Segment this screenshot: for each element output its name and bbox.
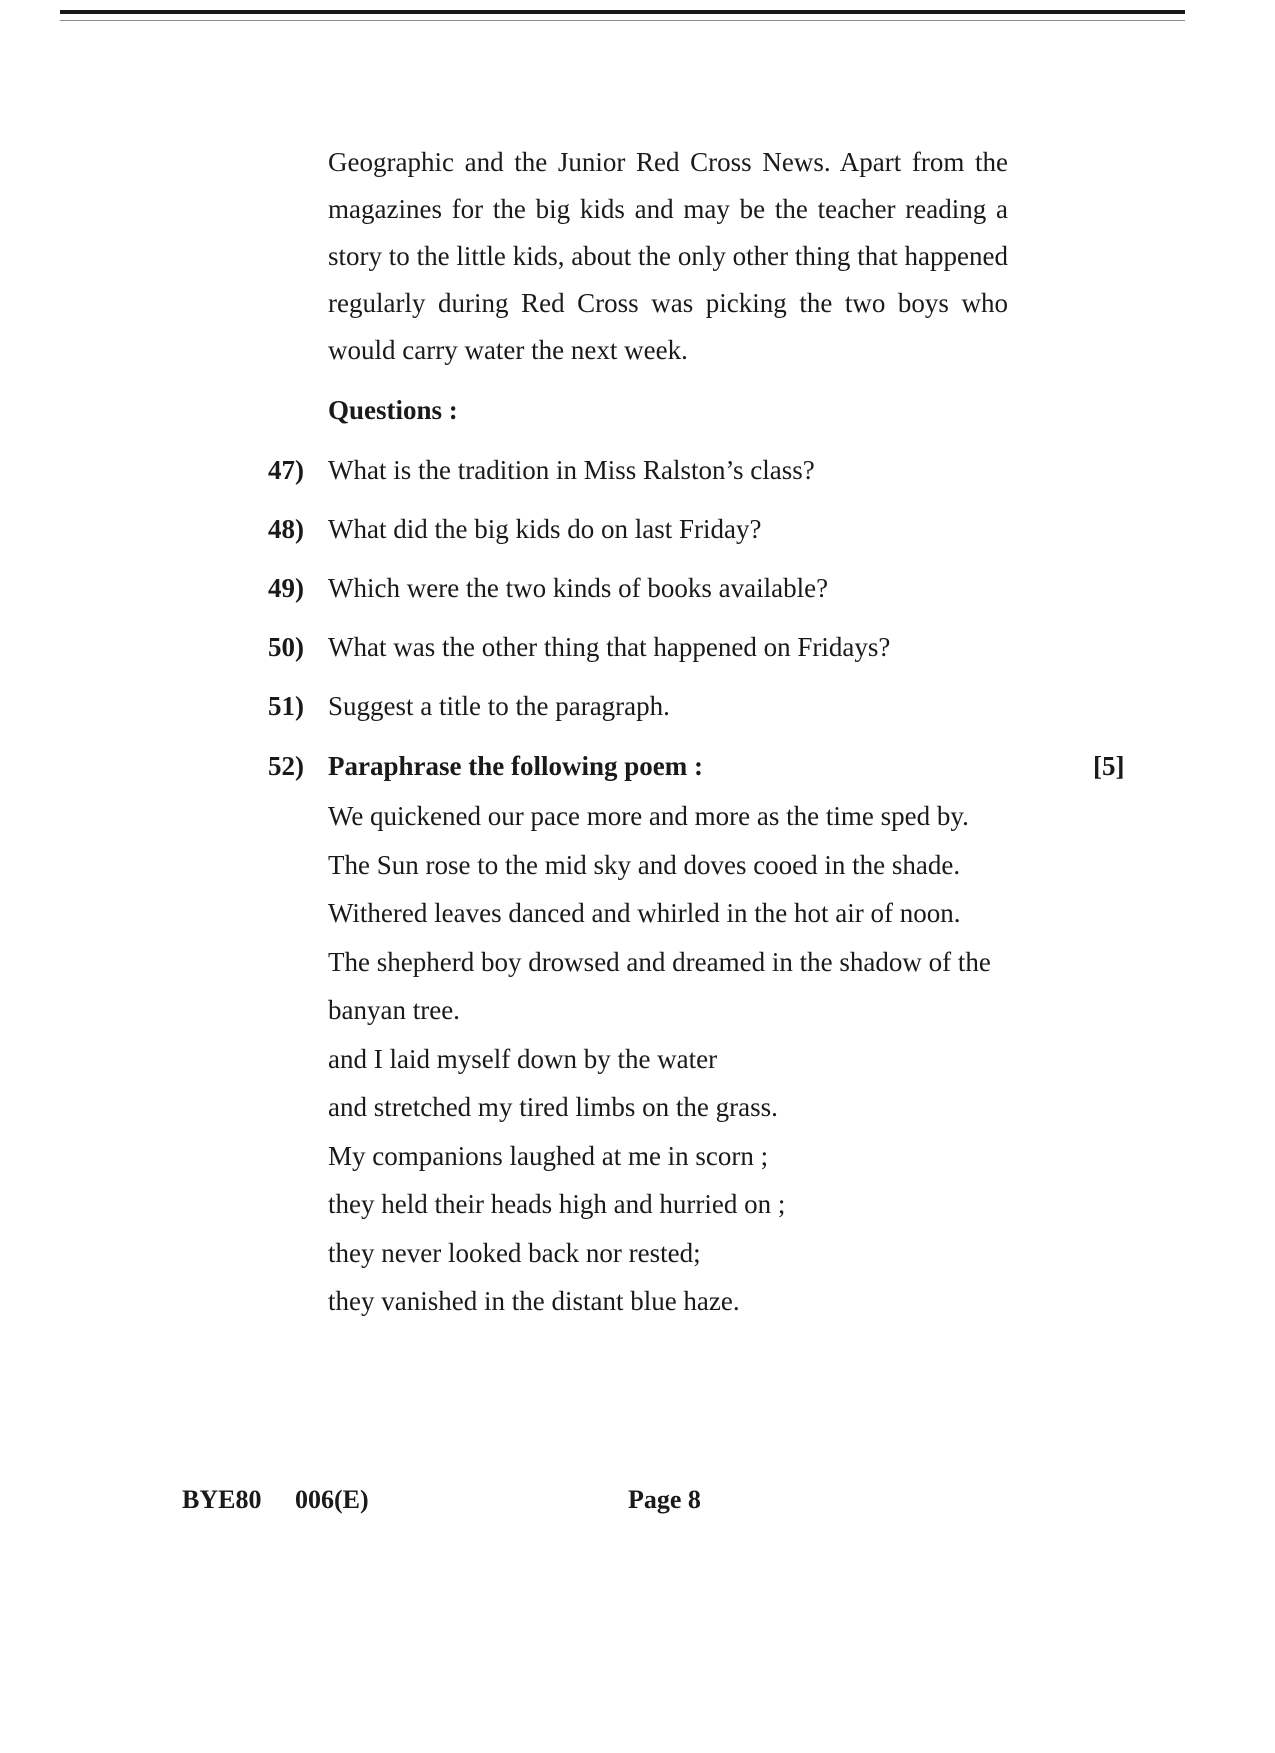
footer-set-code: 006(E) (295, 1485, 369, 1514)
poem-line: they held their heads high and hurried on ; (328, 1189, 786, 1219)
question-49 (268, 568, 828, 608)
poem-line: they never looked back nor rested; (328, 1237, 701, 1268)
question-number: 49) (268, 573, 304, 603)
question-text: What is the tradition in Miss Ralston’s class? (328, 455, 815, 485)
poem-line: they vanished in the distant blue haze. (328, 1286, 740, 1316)
poem-line: The Sun rose to the mid sky and doves cooed in the shade. (328, 849, 961, 880)
footer-page-number: Page 8 (628, 1485, 701, 1514)
question-48 (268, 509, 761, 549)
question-text: Suggest a title to the paragraph. (328, 691, 670, 721)
top-rule-thin (60, 20, 1185, 21)
question-52-marks: [5] (1093, 751, 1125, 781)
question-text: What was the other thing that happened on Fridays? (328, 632, 891, 662)
question-text: Paraphrase the following poem : (328, 751, 703, 781)
top-rule (60, 10, 1185, 14)
question-52 (268, 746, 703, 786)
passage-text: Geographic and the Junior Red Cross News. Apart from the magazines for the big kids and may be the teacher reading a story to the little kids, about the only other thing that happened regularly during Red Cross was picking the two boys who would carry water the next week. (328, 147, 1008, 365)
question-number: 52) (268, 751, 304, 781)
question-50 (268, 627, 890, 667)
question-number: 48) (268, 514, 304, 544)
poem-line: Withered leaves danced and whirled in the hot air of noon. (328, 898, 961, 928)
poem-line: My companions laughed at me in scorn ; (328, 1140, 769, 1171)
poem-line: The shepherd boy drowsed and dreamed in the shadow of the banyan tree. (328, 946, 991, 1025)
question-text: Which were the two kinds of books available? (328, 573, 829, 603)
poem-line: and I laid myself down by the water (328, 1043, 718, 1074)
question-51 (268, 686, 670, 726)
footer-paper-code: BYE80 (182, 1485, 262, 1514)
questions-heading: Questions : (328, 395, 458, 425)
question-number: 50) (268, 632, 304, 662)
question-47 (268, 450, 815, 490)
poem-line: We quickened our pace more and more as the time sped by. (328, 801, 969, 831)
question-number: 47) (268, 455, 304, 485)
poem (328, 792, 1008, 1326)
poem-line: and stretched my tired limbs on the grass. (328, 1092, 778, 1122)
question-text: What did the big kids do on last Friday? (328, 514, 762, 544)
question-number: 51) (268, 691, 304, 721)
